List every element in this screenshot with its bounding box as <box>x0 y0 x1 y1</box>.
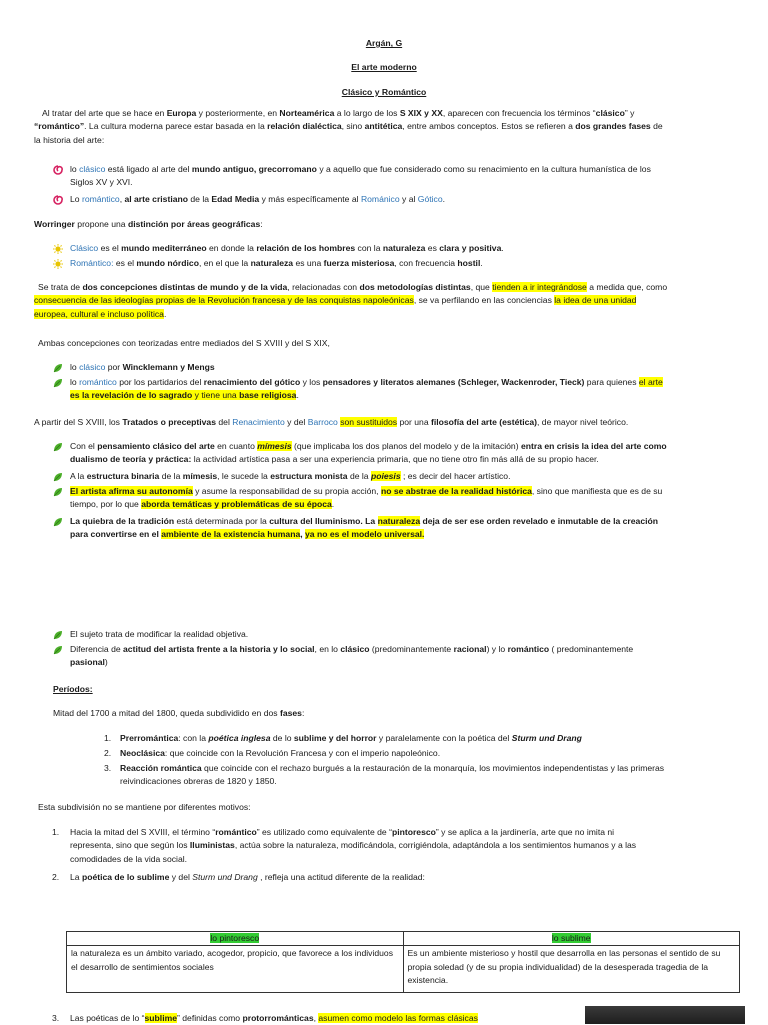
green-leaf-bullet-icon <box>53 630 63 640</box>
list-item: lo romántico por los partidarios del renacimiento del gótico y los pensadores y literatos alemanes (Schleger, Wackenroder, Tieck) para quienes el arte es la revelación de lo sagrado y tiene una base religiosa. <box>53 376 733 403</box>
periodos-intro: Mitad del 1700 a mitad del 1800, queda subdividido en dos fases: <box>53 708 305 718</box>
topic-heading: Clásico y Romántico <box>341 87 427 97</box>
green-leaf-bullet-icon <box>53 487 63 497</box>
sun-bullet-icon <box>53 259 63 269</box>
periodos-heading: Períodos: <box>53 684 93 694</box>
list-item: 1. Prerromántica: con la poética inglesa de lo sublime y del horror y paralelamente con la poética del Sturm und Drang <box>104 733 582 743</box>
list-item: El artista afirma su autonomía y asume la responsabilidad de su propia acción, no se abstrae de la realidad histórica, sino que manifiesta que es de su tiempo, por lo que aborda temáticas y problemáticas de su época. <box>53 485 733 512</box>
list-item: 3. Las poéticas de lo “sublime” definidas como protorrománticas, asumen como modelo las formas clásicas <box>52 1013 478 1023</box>
table-cell: la naturaleza es un ámbito variado, acogedor, propicio, que favorece a los individuos el desarrollo de sentimientos sociales <box>67 946 404 993</box>
list-item: La quiebra de la tradición está determinada por la cultura del Iluminismo. La naturaleza deja de ser ese orden revelado e inmutable de la creación para convertirse en el ambiente de la existencia humana, ya no es el modelo universal. <box>53 515 733 542</box>
list-item: Romántico: es el mundo nórdico, en el que la naturaleza es una fuerza misteriosa, con frecuencia hostil. <box>53 257 733 270</box>
green-leaf-bullet-icon <box>53 472 63 482</box>
concepciones-paragraph: Se trata de dos concepciones distintas de mundo y de la vida, relacionadas con dos metodologías distintas, que tienden a ir integrándose a medida que, como consecuencia de las ideologías propias de la Revolución francesa y de las conquistas napoleónicas, se va perfilando en las conciencias la idea de una unidad europea, cultural e incluso política. <box>34 282 668 319</box>
list-item: lo clásico está ligado al arte del mundo antiguo, grecorromano y a aquello que fue considerado como su renacimiento en la cultura humanística de los Siglos XV y XVI. <box>53 163 733 190</box>
list-item: 2. La poética de lo sublime y del Sturm und Drang , refleja una actitud diferente de la realidad: <box>52 872 425 882</box>
book-heading: El arte moderno <box>351 62 417 72</box>
teorizadas-paragraph: Ambas concepciones con teorizadas entre mediados del S XVIII y del S XIX, <box>38 338 330 348</box>
list-item: El sujeto trata de modificar la realidad objetiva. <box>53 628 733 641</box>
subdivision-intro: Esta subdivisión no se mantiene por diferentes motivos: <box>38 802 251 812</box>
list-item: 3. Reacción romántica que coincide con el rechazo burgués a la restauración de la monarquía, los movimientos independentistas y las primeras reivindicaciones obreras de 1820 y 1850. <box>104 763 665 787</box>
artwork-image <box>585 1006 745 1024</box>
table-header-row <box>67 932 740 946</box>
list-item: Con el pensamiento clásico del arte en cuanto mímesis (que implicaba los dos planos del modelo y de la imitación) entra en crisis la idea del arte como dualismo de teoría y práctica: la actividad artística pasa a ser una experiencia primaria, que no tiene otro fin más allá de su propio hacer. <box>53 440 733 467</box>
red-swirl-bullet-icon <box>53 195 63 205</box>
list-item: 1. Hacia la mitad del S XVIII, el término “romántico” es utilizado como equivalente de “pintoresco” y se aplica a la jardinería, arte que no imita ni representa, sino que según los Iluministas, actúa sobre la naturaleza, modificándola, corrigiéndola, adaptándola a los sentimientos humanos y a las comodidades de la vida social. <box>52 827 637 864</box>
green-leaf-bullet-icon <box>53 442 63 452</box>
green-leaf-bullet-icon <box>53 517 63 527</box>
list-item: Clásico es el mundo mediterráneo en donde la relación de los hombres con la naturaleza es clara y positiva. <box>53 242 733 255</box>
green-leaf-bullet-icon <box>53 645 63 655</box>
list-item: 2. Neoclásica: que coincide con la Revolución Francesa y con el imperio napoleónico. <box>104 748 441 758</box>
list-item: Lo romántico, al arte cristiano de la Edad Media y más específicamente al Románico y al Gótico. <box>53 193 733 206</box>
table-header-cell: lo pintoresco <box>67 932 404 946</box>
list-item: Diferencia de actitud del artista frente a la historia y lo social, en lo clásico (predominantemente racional) y lo romántico ( predominantemente pasional) <box>53 643 733 670</box>
table-row <box>67 946 740 993</box>
table-cell: Es un ambiente misterioso y hostil que desarrolla en las personas el sentido de su propia soledad (y de su propia individualidad) de la desesperada tragedia de la existencia. <box>403 946 740 993</box>
tratados-paragraph: A partir del S XVIII, los Tratados o preceptivas del Renacimiento y del Barroco son sustituidos por una filosofía del arte (estética), de mayor nivel teórico. <box>34 417 629 427</box>
list-item: A la estructura binaria de la mímesis, le sucede la estructura monista de la poiesis ; es decir del hacer artístico. <box>53 470 733 483</box>
comparison-table <box>66 931 740 993</box>
red-swirl-bullet-icon <box>53 165 63 175</box>
green-leaf-bullet-icon <box>53 378 63 388</box>
author-heading: Argán, G <box>365 38 403 48</box>
sun-bullet-icon <box>53 244 63 254</box>
worringer-paragraph: Worringer propone una distinción por áreas geográficas: <box>34 219 263 229</box>
table-header-cell: lo sublime <box>403 932 740 946</box>
intro-paragraph: Al tratar del arte que se hace en Europa y posteriormente, en Norteamérica a lo largo de los S XIX y XX, aparecen con frecuencia los términos “clásico” y “romántico”. La cultura moderna parece estar basada en la relación dialéctica, sino antitética, entre ambos conceptos. Estos se refieren a dos grandes fases de la historia del arte: <box>34 108 663 145</box>
list-item: lo clásico por Wincklemann y Mengs <box>53 361 733 374</box>
green-leaf-bullet-icon <box>53 363 63 373</box>
